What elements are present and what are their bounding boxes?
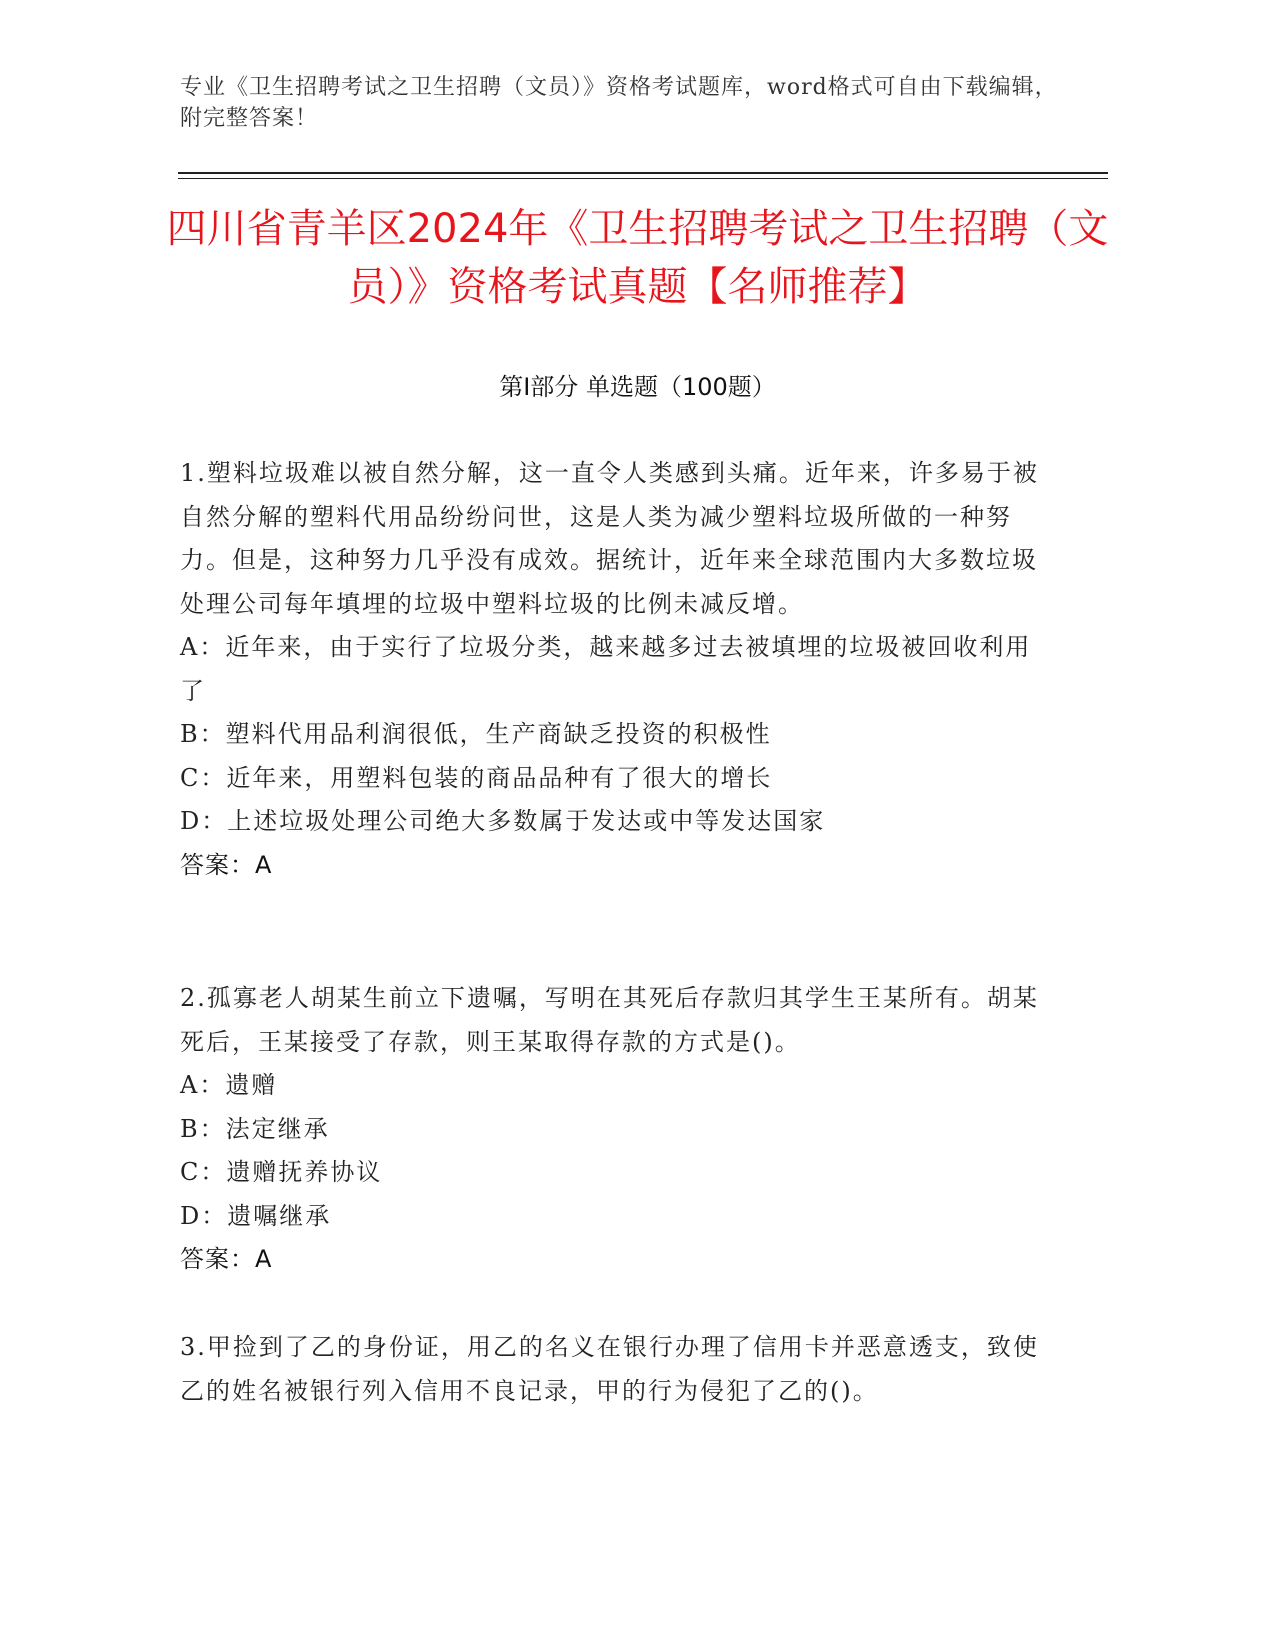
question-2 xyxy=(180,977,1040,1282)
option-d: D：上述垃圾处理公司绝大多数属于发达或中等发达国家 xyxy=(180,807,826,835)
header-note: 专业《卫生招聘考试之卫生招聘（文员）》资格考试题库，word格式可自由下载编辑，附完整答案！ xyxy=(180,75,1058,131)
option-c: C：遗赠抚养协议 xyxy=(180,1158,383,1186)
header-divider-thick xyxy=(178,172,1108,174)
section-heading: 第Ⅰ部分 单选题（100题） xyxy=(499,373,776,401)
question-stem: 2.孤寡老人胡某生前立下遗嘱，写明在其死后存款归其学生王某所有。胡某死后，王某接受了存款，则王某取得存款的方式是()。 xyxy=(180,984,1039,1056)
option-a: A：遗赠 xyxy=(180,1071,278,1099)
option-b: B：塑料代用品利润很低，生产商缺乏投资的积极性 xyxy=(180,720,772,748)
option-c: C：近年来，用塑料包装的商品品种有了很大的增长 xyxy=(180,763,773,792)
option-b: B：法定继承 xyxy=(180,1114,330,1143)
question-3 xyxy=(180,1326,1040,1413)
option-a: A：近年来，由于实行了垃圾分类，越来越多过去被填埋的垃圾被回收利用了 xyxy=(180,633,1032,705)
header-divider-thin xyxy=(178,178,1108,179)
question-stem: 3.甲捡到了乙的身份证，用乙的名义在银行办理了信用卡并恶意透支，致使乙的姓名被银行列入信用不良记录，甲的行为侵犯了乙的()。 xyxy=(180,1333,1039,1405)
answer-line: 答案：A xyxy=(180,1245,273,1273)
answer-line: 答案：A xyxy=(180,850,273,879)
question-1 xyxy=(180,452,1040,887)
document-title: 四川省青羊区2024年《卫生招聘考试之卫生招聘（文员）》资格考试真题【名师推荐】 xyxy=(166,206,1109,310)
question-stem: 1.塑料垃圾难以被自然分解，这一直令人类感到头痛。近年来，许多易于被自然分解的塑料代用品纷纷问世，这是人类为减少塑料垃圾所做的一种努力。但是，这种努力几乎没有成效。据统计，近年来全球范围内大多数垃圾处理公司每年填埋的垃圾中塑料垃圾的比例未减反增。 xyxy=(180,459,1039,618)
option-d: D：遗嘱继承 xyxy=(180,1201,332,1230)
